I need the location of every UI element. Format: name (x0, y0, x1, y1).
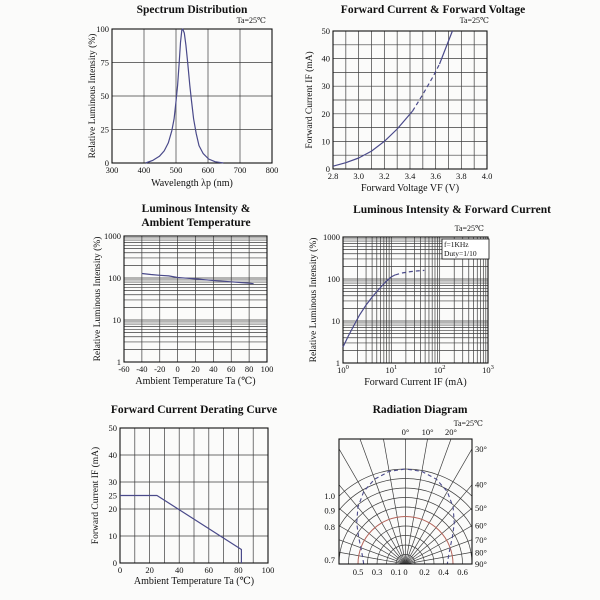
y-tick-label: 20 (108, 504, 117, 514)
y-axis-label: Relative Luminous Intensity (%) (93, 236, 103, 362)
y-axis-label: Forward Current IF (mA) (91, 446, 101, 545)
intensity-label-bottom: 0.4 (438, 567, 449, 577)
x-axis-label: Forward Current IF (mA) (364, 377, 467, 388)
y-axis-label: Relative Luminous Intensity (%) (309, 237, 319, 363)
chart-forward-current-derating-curve (0, 400, 300, 600)
intensity-label-bottom: 0.3 (371, 567, 383, 577)
intensity-label-left: 0.7 (324, 555, 335, 565)
x-tick-label: 3.0 (353, 171, 364, 181)
y-tick-label: 10 (108, 531, 117, 541)
intensity-label-bottom: 0.2 (419, 567, 430, 577)
curve-li-vs-if-extrapolated (395, 270, 424, 275)
x-tick-label: 0 (175, 364, 180, 374)
y-tick-label: 0 (112, 558, 117, 568)
polar-grid-group (300, 426, 541, 564)
x-tick-label: $10^0$ (337, 364, 349, 375)
x-tick-label: 40 (209, 364, 218, 374)
polar-radial-line (300, 540, 406, 564)
x-tick-label: 100 (261, 565, 275, 575)
intensity-label-left: 1.0 (324, 491, 335, 502)
x-tick-label: -60 (118, 364, 130, 374)
angle-label-top: 0° (401, 427, 410, 437)
angle-label-right: 30° (475, 443, 487, 454)
chart-title: Luminous Intensity & Forward Current (353, 204, 551, 216)
x-tick-label: 80 (244, 364, 254, 374)
x-tick-label: -20 (154, 364, 166, 374)
y-tick-label: 40 (321, 53, 330, 64)
y-axis-label: Forward Current IF (mA) (305, 51, 315, 149)
intensity-label-bottom: 0.1 (390, 567, 402, 577)
x-tick-label: 400 (137, 165, 151, 175)
chart-spectrum-distribution (0, 0, 300, 200)
y-tick-label: 0 (325, 164, 330, 174)
x-tick-label: 300 (105, 165, 119, 175)
intensity-label-bottom: 0 (403, 567, 408, 577)
x-axis-label: Forward Voltage VF (V) (360, 183, 460, 194)
condition-label: Ta=25℃ (459, 16, 489, 25)
angle-label-right: 40° (475, 479, 487, 490)
x-tick-label: 0 (117, 565, 123, 575)
y-tick-label: 30 (108, 477, 117, 487)
angle-label-right: 80° (475, 547, 487, 558)
condition-label: Ta=25℃ (453, 419, 483, 428)
intensity-label-bottom: 0.5 (352, 567, 364, 577)
y-tick-label: 10 (331, 316, 340, 326)
condition-label: Ta=25℃ (236, 16, 266, 25)
x-tick-label: 20 (145, 565, 154, 575)
annotation-text: Duty=1/10 (444, 249, 477, 258)
chart-title: Ambient Temperature (141, 217, 251, 229)
curve-if-vf-lower (333, 111, 413, 166)
x-tick-label: $10^3$ (482, 364, 494, 375)
y-tick-label: 25 (100, 124, 109, 135)
angle-label-top: 10° (421, 427, 434, 437)
chart-title: Forward Current Derating Curve (110, 404, 278, 416)
y-tick-label: 0 (104, 158, 109, 168)
chart-title: Forward Current & Forward Voltage (340, 4, 526, 16)
y-tick-label: 1 (335, 358, 340, 368)
angle-label-top: 20° (445, 427, 457, 437)
y-tick-label: 20 (321, 108, 330, 119)
y-tick-label: 25 (108, 490, 117, 501)
x-tick-label: 800 (265, 165, 279, 175)
x-tick-label: 500 (169, 165, 183, 175)
chart-title: Spectrum Distribution (136, 4, 248, 16)
angle-label-right: 90° (475, 559, 487, 569)
x-tick-label: 600 (201, 165, 215, 175)
x-tick-label: 80 (234, 565, 243, 575)
x-tick-label: 60 (227, 364, 236, 374)
condition-label: Ta=25℃ (454, 224, 484, 233)
chart-radiation-diagram (300, 400, 600, 600)
chart-luminous-intensity-ambient-temperature (0, 200, 300, 400)
y-tick-label: 50 (321, 26, 330, 36)
x-tick-label: 40 (174, 565, 184, 575)
y-tick-label: 100 (327, 274, 340, 284)
y-tick-label: 100 (96, 24, 109, 34)
y-axis-label: Relative Luminous Intensity (%) (88, 33, 98, 159)
y-tick-label: 40 (108, 450, 117, 460)
y-tick-label: 50 (108, 423, 117, 433)
x-tick-label: -40 (136, 364, 148, 374)
y-tick-label: 10 (321, 136, 330, 147)
x-tick-label: 3.8 (456, 171, 467, 181)
x-tick-label: $10^1$ (385, 364, 398, 375)
x-tick-label: 2.8 (327, 171, 339, 181)
y-tick-label: 100 (108, 273, 121, 283)
x-tick-label: 100 (260, 364, 274, 374)
intensity-label-left: 0.9 (324, 505, 335, 516)
x-tick-label: 60 (204, 565, 214, 575)
y-tick-label: 1000 (323, 232, 340, 242)
x-axis-label: Ambient Temperature Ta (℃) (133, 576, 255, 587)
angle-label-right: 70° (475, 534, 487, 545)
intensity-label-bottom: 0.6 (457, 567, 468, 577)
x-axis-label: Wavelength λp (nm) (151, 178, 233, 189)
chart-luminous-intensity-forward-current (300, 200, 600, 400)
annotation-text: f=1KHz (444, 240, 469, 249)
x-tick-label: 20 (191, 364, 200, 374)
y-tick-label: 75 (100, 57, 109, 68)
x-tick-label: 3.6 (430, 171, 441, 181)
angle-label-right: 60° (475, 520, 487, 531)
x-tick-label: 4.0 (481, 171, 493, 181)
x-tick-label: 3.2 (379, 171, 390, 181)
y-tick-label: 30 (321, 81, 330, 92)
y-tick-label: 50 (100, 91, 109, 101)
chart-title: Luminous Intensity & (141, 203, 251, 215)
chart-forward-current-forward-voltage (300, 0, 600, 200)
y-tick-label: 1 (116, 357, 121, 367)
x-tick-label: $10^2$ (433, 364, 446, 375)
curve-derating (120, 496, 241, 564)
x-tick-label: 3.4 (404, 171, 416, 181)
x-tick-label: 700 (233, 165, 247, 175)
x-axis-label: Ambient Temperature Ta (℃) (135, 376, 256, 387)
chart-title: Radiation Diagram (372, 404, 468, 416)
y-tick-label: 10 (112, 315, 121, 325)
intensity-label-left: 0.8 (324, 522, 335, 533)
y-tick-label: 1000 (104, 231, 121, 241)
curve-if-vf-upper (440, 31, 453, 64)
angle-label-right: 50° (475, 503, 487, 514)
